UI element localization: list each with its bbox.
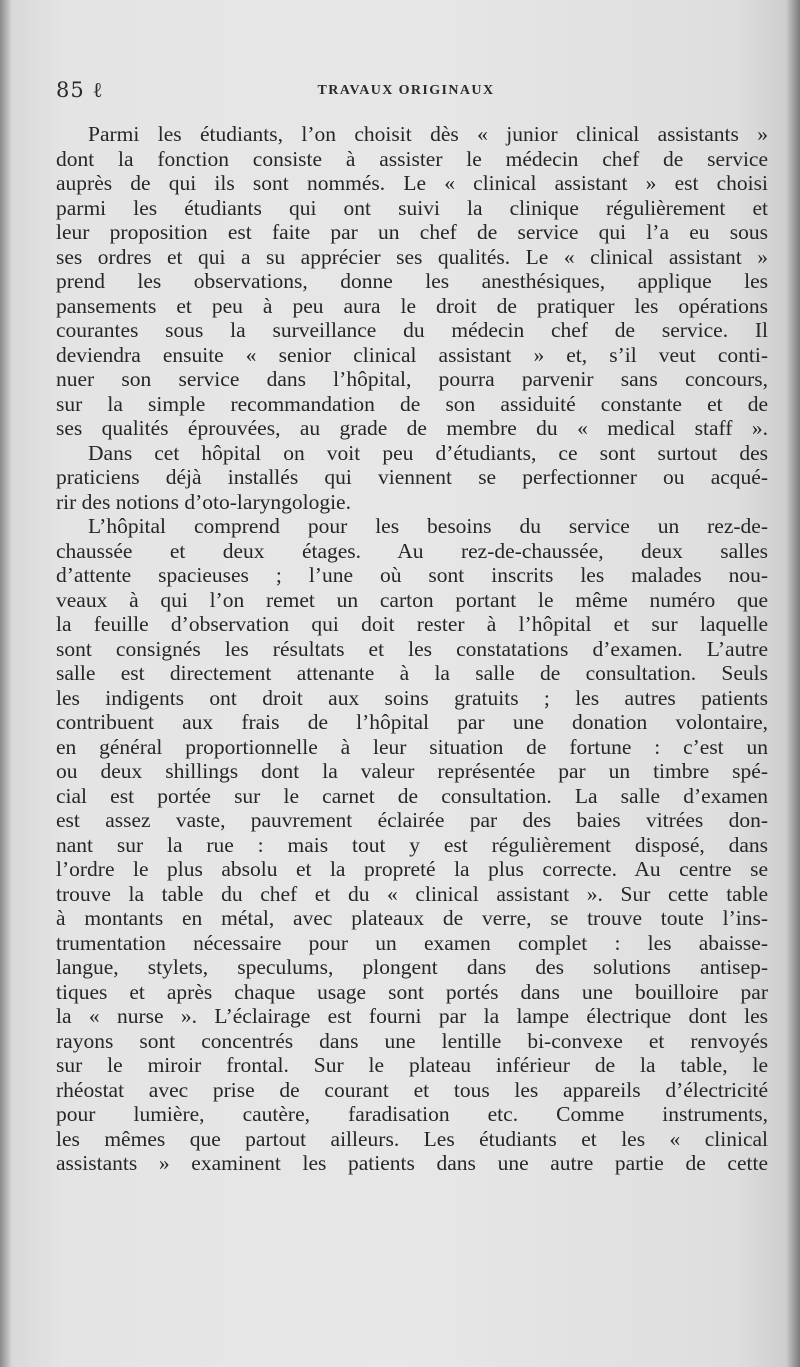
text-line: pansements et peu à peu aura le droit de pratiquer les opérations bbox=[56, 293, 768, 318]
text-line: auprès de qui ils sont nommés. Le « clinical assistant » est choisi bbox=[56, 171, 768, 195]
text-line: Dans cet hôpital on voit peu d’étudiants, ce sont surtout des bbox=[88, 440, 768, 465]
body-text bbox=[56, 122, 768, 1176]
text-line: les mêmes que partout ailleurs. Les étudiants et les « clinical bbox=[56, 1126, 768, 1151]
text-line: tiques et après chaque usage sont portés dans une bouilloire par bbox=[56, 979, 768, 1004]
text-line: cial est portée sur le carnet de consultation. La salle d’examen bbox=[56, 783, 768, 808]
page-edge-shadow-left bbox=[0, 0, 12, 1367]
text-line: prend les observations, donne les anesthésiques, applique les bbox=[56, 269, 768, 293]
text-line: rayons sont concentrés dans une lentille bi-convexe et renvoyés bbox=[56, 1028, 768, 1053]
text-line: nuer son service dans l’hôpital, pourra parvenir sans concours, bbox=[56, 367, 768, 391]
text-line: leur proposition est faite par un chef de service qui l’a eu sous bbox=[56, 220, 768, 244]
text-line: sont consignés les résultats et les constatations d’examen. L’autre bbox=[56, 636, 768, 661]
text-line: courantes sous la surveillance du médecin chef de service. Il bbox=[56, 318, 768, 342]
text-line: en général proportionnelle à leur situation de fortune : c’est un bbox=[56, 734, 768, 759]
text-line: trumentation nécessaire pour un examen complet : les abaisse- bbox=[56, 930, 768, 955]
text-line: chaussée et deux étages. Au rez-de-chaussée, deux salles bbox=[56, 538, 768, 563]
text-line: est assez vaste, pauvrement éclairée par des baies vitrées don- bbox=[56, 808, 768, 832]
text-line: deviendra ensuite « senior clinical assistant » et, s’il veut conti- bbox=[56, 342, 768, 367]
text-line: sur le miroir frontal. Sur le plateau inférieur de la table, le bbox=[56, 1053, 768, 1077]
text-line: assistants » examinent les patients dans une autre partie de cette bbox=[56, 1151, 768, 1175]
text-line: L’hôpital comprend pour les besoins du service un rez-de- bbox=[88, 514, 768, 538]
text-line: praticiens déjà installés qui viennent se perfectionner ou acqué- bbox=[56, 465, 768, 489]
running-title: TRAVAUX ORIGINAUX bbox=[317, 83, 495, 98]
text-line: les indigents ont droit aux soins gratuits ; les autres patients bbox=[56, 685, 768, 710]
text-line: à montants en métal, avec plateaux de verre, se trouve toute l’ins- bbox=[56, 906, 768, 930]
text-line: parmi les étudiants qui ont suivi la clinique régulièrement et bbox=[56, 195, 768, 220]
text-line: sur la simple recommandation de son assiduité constante et de bbox=[56, 391, 768, 416]
text-line: rhéostat avec prise de courant et tous les appareils d’électricité bbox=[56, 1077, 768, 1102]
text-line: la feuille d’observation qui doit rester à l’hôpital et sur laquelle bbox=[56, 612, 768, 636]
text-line: ou deux shillings dont la valeur représentée par un timbre spé- bbox=[56, 759, 768, 783]
text-line: dont la fonction consiste à assister le médecin chef de service bbox=[56, 146, 768, 171]
text-line: veaux à qui l’on remet un carton portant le même numéro que bbox=[56, 587, 768, 612]
page-header bbox=[56, 78, 756, 104]
text-line: ses ordres et qui a su apprécier ses qualités. Le « clinical assistant » bbox=[56, 244, 768, 269]
text-line: langue, stylets, speculums, plongent dans des solutions antisep- bbox=[56, 955, 768, 979]
page-edge-shadow-right bbox=[786, 0, 800, 1367]
text-line: trouve la table du chef et du « clinical assistant ». Sur cette table bbox=[56, 881, 768, 906]
text-line: salle est directement attenante à la salle de consultation. Seuls bbox=[56, 661, 768, 685]
text-line: pour lumière, cautère, faradisation etc. Comme instruments, bbox=[56, 1102, 768, 1126]
text-line: Parmi les étudiants, l’on choisit dès « junior clinical assistants » bbox=[88, 122, 768, 146]
text-line: rir des notions d’oto-laryngologie. bbox=[56, 489, 351, 514]
text-line: contribuent aux frais de l’hôpital par une donation volontaire, bbox=[56, 710, 768, 734]
text-line: nant sur la rue : mais tout y est régulièrement disposé, dans bbox=[56, 832, 768, 857]
text-line: l’ordre le plus absolu et la propreté la plus correcte. Au centre se bbox=[56, 857, 768, 881]
text-line: la « nurse ». L’éclairage est fourni par la lampe électrique dont les bbox=[56, 1004, 768, 1028]
text-line: ses qualités éprouvées, au grade de membre du « medical staff ». bbox=[56, 416, 768, 440]
page-number: 85 ℓ bbox=[56, 78, 104, 102]
text-line: d’attente spacieuses ; l’une où sont inscrits les malades nou- bbox=[56, 563, 768, 587]
